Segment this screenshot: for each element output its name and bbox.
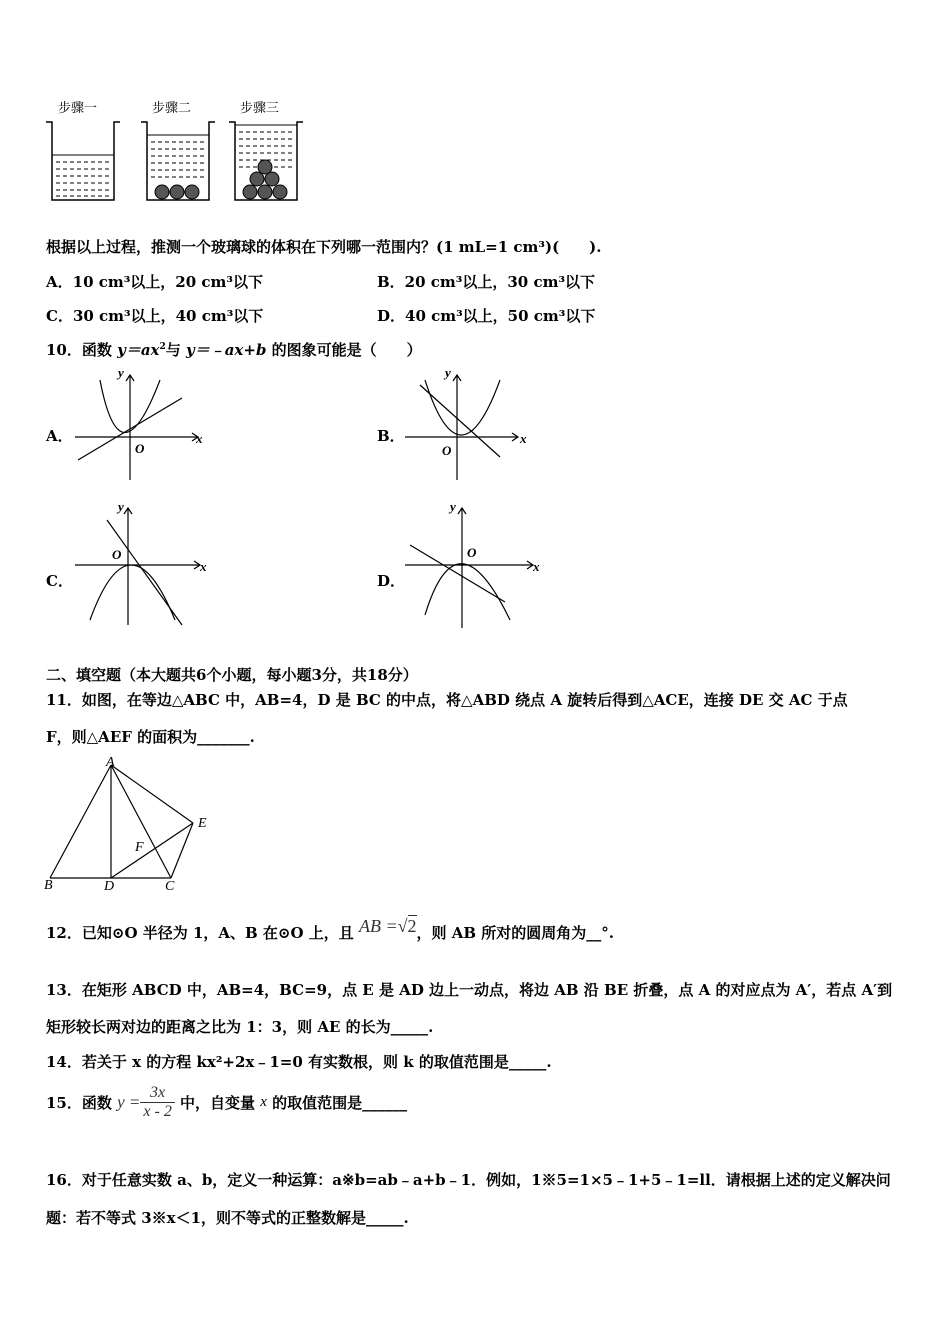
q10-mid: 与 (165, 341, 186, 359)
q15-denominator: x - 2 (143, 1103, 172, 1120)
q13-line1: 13．在矩形 ABCD 中，AB=4，BC=9，点 E 是 AD 边上一动点，将边 AB 沿 BE 折叠，点 A 的对应点为 A′，若点 A′到 (46, 981, 893, 999)
point-b-label: B (44, 878, 53, 893)
q10-option-b-label: B． (377, 427, 405, 445)
point-a-label: A (106, 755, 115, 770)
x-label: x (200, 559, 207, 574)
q10-option-a-label: A． (46, 427, 73, 445)
step2-label: 步骤二 (152, 101, 192, 116)
line (410, 545, 505, 602)
q10-stem (46, 340, 422, 360)
q9-option-b: B．20 cm³以上，30 cm³以下 (377, 273, 596, 291)
point-d-label: D (104, 879, 115, 894)
q15-line (46, 1084, 407, 1121)
y-label: y (118, 500, 124, 514)
q15-var: x (260, 1094, 267, 1110)
q9-option-a: A．10 cm³以上，20 cm³以下 (46, 273, 263, 291)
y-label: y (118, 365, 124, 380)
q10-graph-d (405, 500, 545, 630)
q10-tail: 的图象可能是（ ） (266, 341, 422, 359)
q10-option-c-label: C． (46, 572, 73, 590)
q11-line1: 11．如图，在等边△ABC 中，AB=4，D 是 BC 的中点，将△ABD 绕点 A 旋转后得到△ACE，连接 DE 交 AC 于点 (46, 691, 848, 709)
origin-label: O (135, 441, 145, 456)
q15-post: 的取值范围是______ (266, 1094, 408, 1112)
q10-num: 10．函数 (46, 341, 118, 359)
q10-option-d-label: D． (377, 572, 406, 590)
q10-graph-b (400, 365, 540, 485)
q12-math-radicand: 2 (407, 916, 417, 936)
line (420, 385, 500, 457)
origin-label: O (442, 443, 452, 458)
q12-pre: 12．已知⊙O 半径为 1，A、B 在⊙O 上，且 (46, 924, 360, 942)
q16-line2: 题：若不等式 3※x＜1，则不等式的正整数解是_____. (46, 1209, 409, 1227)
x-label: x (520, 431, 527, 446)
x-label: x (196, 431, 203, 446)
step1-label: 步骤一 (58, 101, 98, 116)
q10-graph-c (75, 500, 215, 630)
origin-label: O (467, 545, 477, 560)
q15-fraction (140, 1084, 174, 1121)
q12-math-lhs: AB = (359, 916, 398, 936)
q15-y: y = (117, 1092, 141, 1112)
point-c-label: C (165, 879, 175, 894)
q16-line1: 16．对于任意实数 a、b，定义一种运算：a※b=ab﹣a+b﹣1．例如，1※5=1×5﹣1+5﹣1=ll．请根据上述的定义解决问 (46, 1171, 891, 1189)
q9-option-c: C．30 cm³以上，40 cm³以下 (46, 307, 264, 325)
q10-sup: 2 (159, 342, 166, 352)
line (107, 520, 182, 625)
q9-option-d: D．40 cm³以上，50 cm³以下 (377, 307, 596, 325)
q14-text (46, 1052, 552, 1072)
q11-figure (40, 755, 220, 895)
parabola (90, 565, 175, 620)
step3-label: 步骤三 (240, 101, 280, 116)
q9-stem: 根据以上过程，推测一个玻璃球的体积在下列哪一范围内？(1 mL=1 cm³)( ). (46, 238, 602, 256)
y-label: y (450, 500, 456, 514)
origin-label: O (112, 547, 122, 562)
beaker1-outline (46, 122, 120, 200)
parabola (425, 380, 500, 435)
point-f-label: F (135, 840, 144, 855)
q10-graph-a (70, 365, 210, 485)
q10-func1: y＝ax (117, 341, 160, 359)
q11-line2: F，则△AEF 的面积为_______. (46, 728, 255, 746)
x-label: x (533, 559, 540, 574)
q15-mid: 中，自变量 (174, 1094, 261, 1112)
q12-post: ，则 AB 所对的圆周角为__°. (416, 924, 615, 942)
y-label: y (445, 365, 451, 380)
beakers-drawing (40, 95, 330, 210)
q12-math: AB =√2 (359, 916, 417, 936)
q10-func2: y＝﹣ax+b (186, 341, 267, 359)
q15-pre: 15．函数 (46, 1094, 118, 1112)
q15-numerator: 3x (140, 1084, 174, 1103)
section2-heading: 二、填空题（本大题共6个小题，每小题3分，共18分） (46, 666, 418, 684)
q12-line (46, 916, 615, 956)
beaker-figure (40, 95, 330, 210)
parabola (425, 564, 510, 620)
q13-line2: 矩形较长两对边的距离之比为 1：3，则 AE 的长为_____. (46, 1018, 434, 1036)
q14-text-content: 14．若关于 x 的方程 kx²+2x﹣1=0 有实数根，则 k 的取值范围是_____. (46, 1053, 552, 1071)
point-e-label: E (198, 816, 207, 831)
